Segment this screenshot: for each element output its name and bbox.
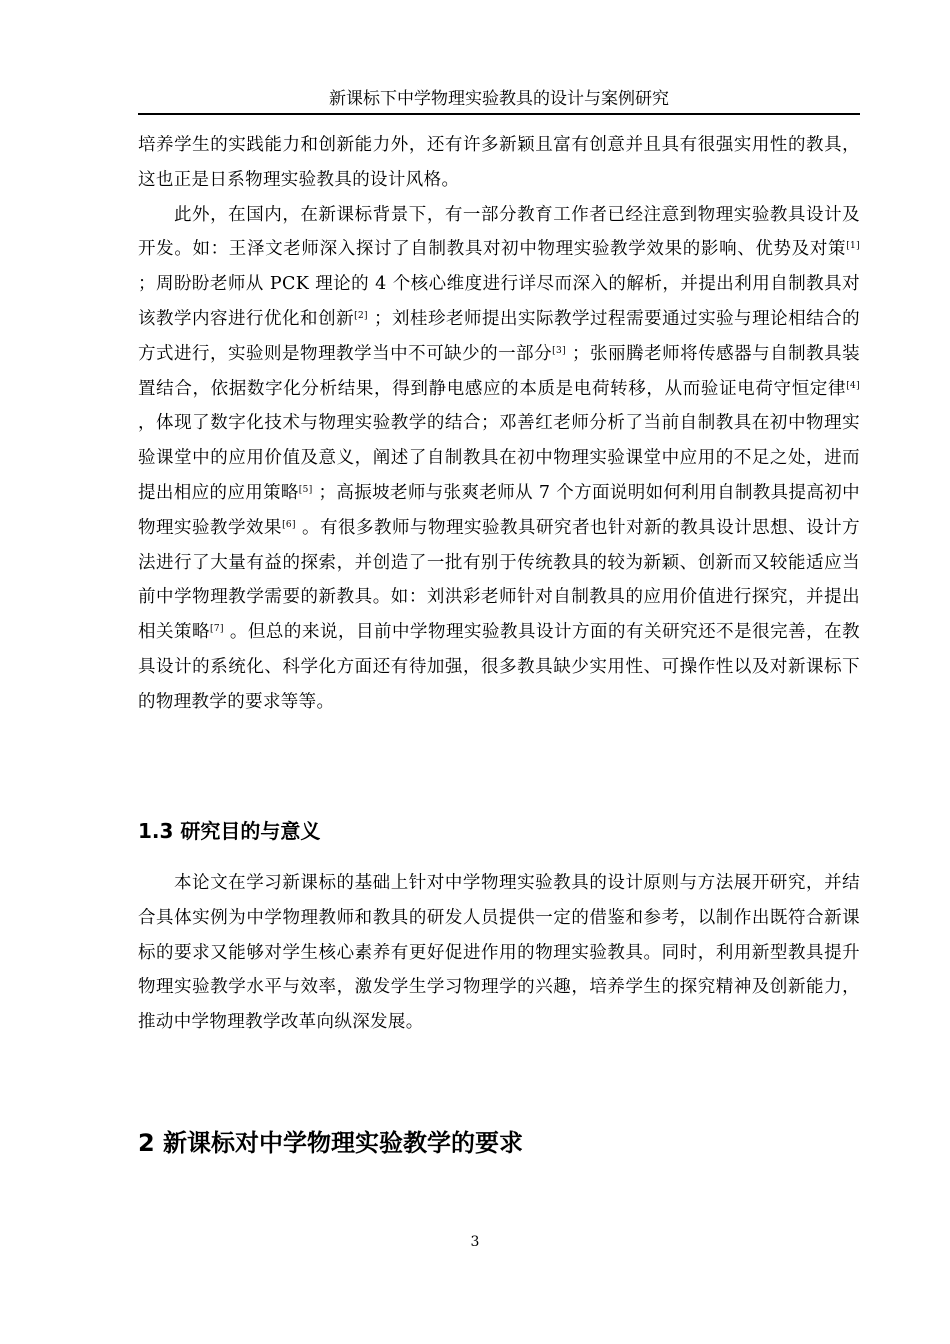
text-run: 。但总的来说，目前中学物理实验教具设计方面的有关研究还不是很完善，在教具设计的系统化、科学化方面还有待加强，很多教具缺少实用性、可操作性以及对新课标下的物理教学的要求等等。: [138, 622, 860, 712]
text-run: ；高振坡老师与张爽老师从 7 个方面说明如何利用自制教具提高初中物理实验教学效果: [138, 482, 860, 538]
intro-text-block: [138, 128, 860, 720]
citation-1: [1]: [846, 241, 860, 252]
citation-4: [4]: [846, 380, 860, 391]
text-run: 此外，在国内，在新课标背景下，有一部分教育工作者已经注意到物理实验教具设计及开发。如：王泽文老师深入探讨了自制教具对初中物理实验教学效果的影响、优势及对策: [138, 204, 860, 260]
section-1-3-text-block: [138, 866, 860, 1040]
text-run: ；周盼盼老师从 PCK 理论的 4 个核心维度进行详尽而深入的解析，并提出利用自制教具对该教学内容进行优化和创新: [138, 274, 860, 329]
citation-3: [3]: [552, 345, 566, 356]
page-number: 3: [470, 1234, 480, 1250]
paragraph-continuation: 培养学生的实践能力和创新能力外，还有许多新颖且富有创意并且具有很强实用性的教具，这也正是日系物理实验教具的设计风格。: [138, 135, 860, 190]
text-run: ，体现了数字化技术与物理实验教学的结合；邓善红老师分析了当前自制教具在初中物理实验课堂中的应用价值及意义，阐述了自制教具在初中物理实验课堂中应用的不足之处，进而提出相应的应用策略: [138, 413, 860, 503]
running-header: 新课标下中学物理实验教具的设计与案例研究: [138, 86, 860, 115]
text-run: 。有很多教师与物理实验教具研究者也针对新的教具设计思想、设计方法进行了大量有益的探索，并创造了一批有别于传统教具的较为新颖、创新而又较能适应当前中学物理教学需要的新教具。如：刘洪彩老师针对自制教具的应用价值进行探究，并提出相关策略: [138, 517, 860, 643]
chapter-heading-2: 2 新课标对中学物理实验教学的要求: [138, 1129, 524, 1157]
citation-6: [6]: [282, 519, 296, 530]
text-run: ；张丽腾老师将传感器与自制教具装置结合，依据数字化分析结果，得到静电感应的本质是电荷转移，从而验证电荷守恒定律: [138, 343, 860, 399]
citation-5: [5]: [298, 484, 313, 495]
citation-7: [7]: [210, 624, 224, 635]
paragraph-literature-review: [138, 198, 860, 720]
citation-2: [2]: [354, 310, 368, 321]
text-run: ；刘桂珍老师提出实际教学过程需要通过实验与理论相结合的方式进行，实验则是物理教学当中不可缺少的一部分: [138, 308, 860, 364]
paragraph-research-purpose: 本论文在学习新课标的基础上针对中学物理实验教具的设计原则与方法展开研究，并结合具体实例为中学物理教师和教具的研发人员提供一定的借鉴和参考，以制作出既符合新课标的要求又能够对学生核心素养有更好促进作用的物理实验教具。同时，利用新型教具提升物理实验教学水平与效率，激发学生学习物理学的兴趣，培养学生的探究精神及创新能力，推动中学物理教学改革向纵深发展。: [138, 873, 860, 1033]
section-heading-1-3: 1.3 研究目的与意义: [138, 819, 321, 843]
